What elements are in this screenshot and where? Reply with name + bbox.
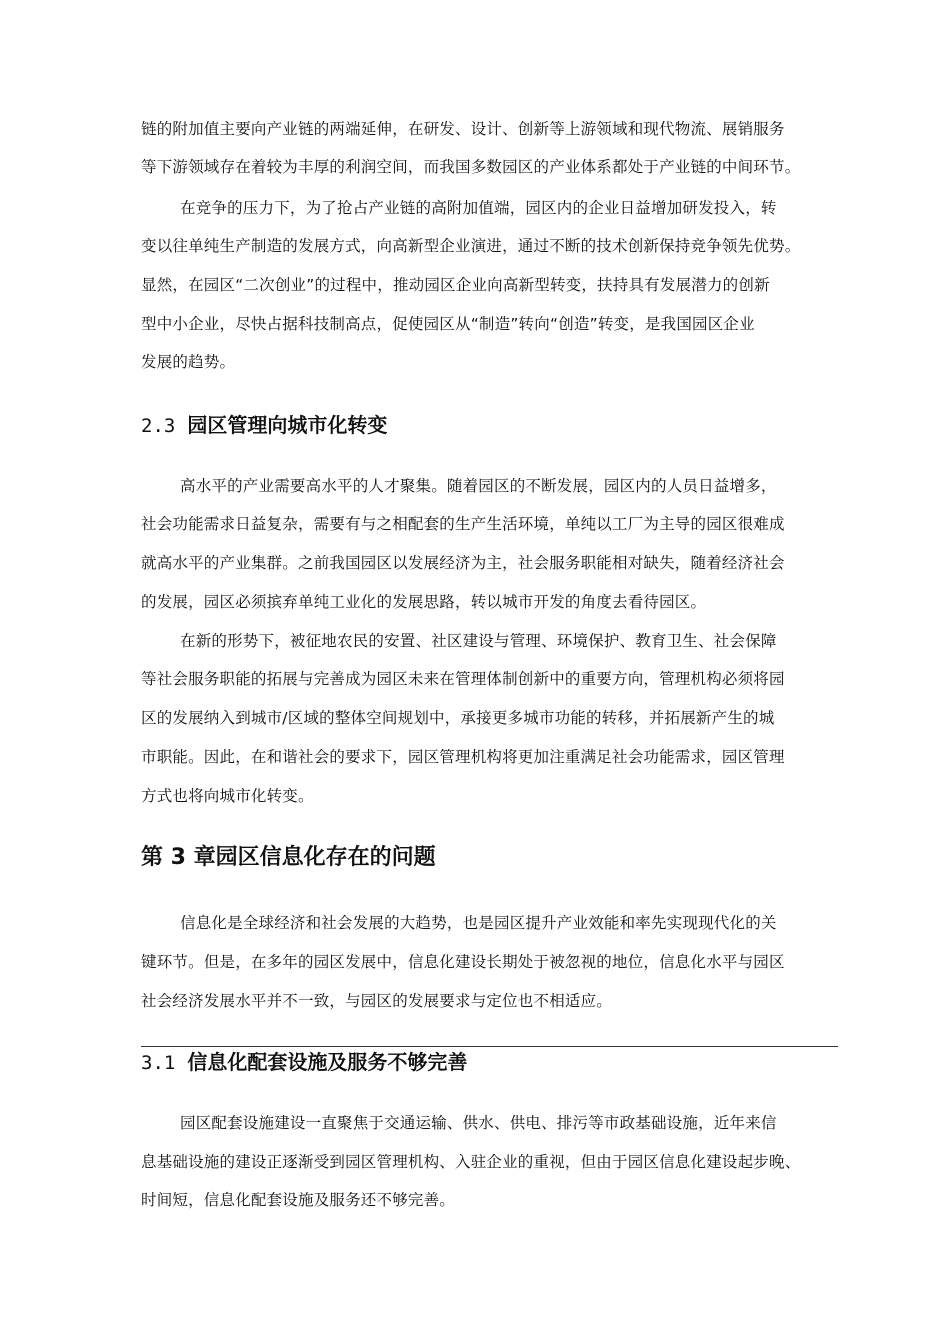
section-heading-2-3 — [141, 412, 387, 439]
chapter-heading-3: 第 3 章园区信息化存在的问题 — [141, 845, 436, 870]
paragraph-line: 发展的趋势。 — [141, 353, 236, 371]
paragraph-line: 就高水平的产业集群。之前我国园区以发展经济为主，社会服务职能相对缺失，随着经济社会 — [141, 554, 785, 572]
section-divider — [141, 1046, 838, 1047]
paragraph-line: 方式也将向城市化转变。 — [141, 787, 314, 805]
paragraph-line: 型中小企业，尽快占据科技制高点，促使园区从“制造”转向“创造”转变，是我国园区企业 — [141, 315, 755, 333]
paragraph-line: 高水平的产业需要高水平的人才聚集。随着园区的不断发展，园区内的人员日益增多， — [180, 477, 777, 495]
paragraph-line: 在竞争的压力下，为了抢占产业链的高附加值端，园区内的企业日益增加研发投入，转 — [180, 199, 777, 217]
paragraph-line: 信息化是全球经济和社会发展的大趋势，也是园区提升产业效能和率先实现现代化的关 — [180, 914, 777, 932]
paragraph-line: 园区配套设施建设一直聚焦于交通运输、供水、供电、排污等市政基础设施，近年来信 — [180, 1114, 777, 1132]
paragraph-line: 等下游领域存在着较为丰厚的利润空间，而我国多数园区的产业体系都处于产业链的中间环节。 — [141, 158, 801, 176]
section-number: 3.1 — [141, 1052, 176, 1074]
section-title: 园区管理向城市化转变 — [187, 413, 388, 437]
paragraph-line: 键环节。但是，在多年的园区发展中，信息化建设长期处于被忽视的地位，信息化水平与园区 — [141, 953, 785, 971]
section-title: 信息化配套设施及服务不够完善 — [187, 1050, 468, 1074]
section-heading-3-1 — [141, 1049, 467, 1076]
paragraph-line: 等社会服务职能的拓展与完善成为园区未来在管理体制创新中的重要方向，管理机构必须将园 — [141, 670, 785, 688]
paragraph-line: 社会功能需求日益复杂，需要有与之相配套的生产生活环境，单纯以工厂为主导的园区很难成 — [141, 515, 785, 533]
section-number: 2.3 — [141, 415, 176, 437]
paragraph-line: 显然，在园区“二次创业”的过程中，推动园区企业向高新型转变，扶持具有发展潜力的创新 — [141, 276, 770, 294]
paragraph-line: 时间短，信息化配套设施及服务还不够完善。 — [141, 1191, 456, 1209]
paragraph-line: 息基础设施的建设正逐渐受到园区管理机构、入驻企业的重视，但由于园区信息化建设起步晚、 — [141, 1153, 801, 1171]
paragraph-line: 社会经济发展水平并不一致，与园区的发展要求与定位也不相适应。 — [141, 992, 613, 1010]
paragraph-line: 的发展，园区必须摈弃单纯工业化的发展思路，转以城市开发的角度去看待园区。 — [141, 593, 707, 611]
paragraph-line: 市职能。因此，在和谐社会的要求下，园区管理机构将更加注重满足社会功能需求，园区管理 — [141, 748, 785, 766]
paragraph-line: 变以往单纯生产制造的发展方式，向高新型企业演进，通过不断的技术创新保持竞争领先优势。 — [141, 237, 801, 255]
paragraph-line: 链的附加值主要向产业链的两端延伸，在研发、设计、创新等上游领域和现代物流、展销服务 — [141, 120, 785, 138]
paragraph-line: 区的发展纳入到城市/区域的整体空间规划中，承接更多城市功能的转移，并拓展新产生的城 — [141, 709, 775, 727]
paragraph-line: 在新的形势下，被征地农民的安置、社区建设与管理、环境保护、教育卫生、社会保障 — [180, 632, 777, 650]
